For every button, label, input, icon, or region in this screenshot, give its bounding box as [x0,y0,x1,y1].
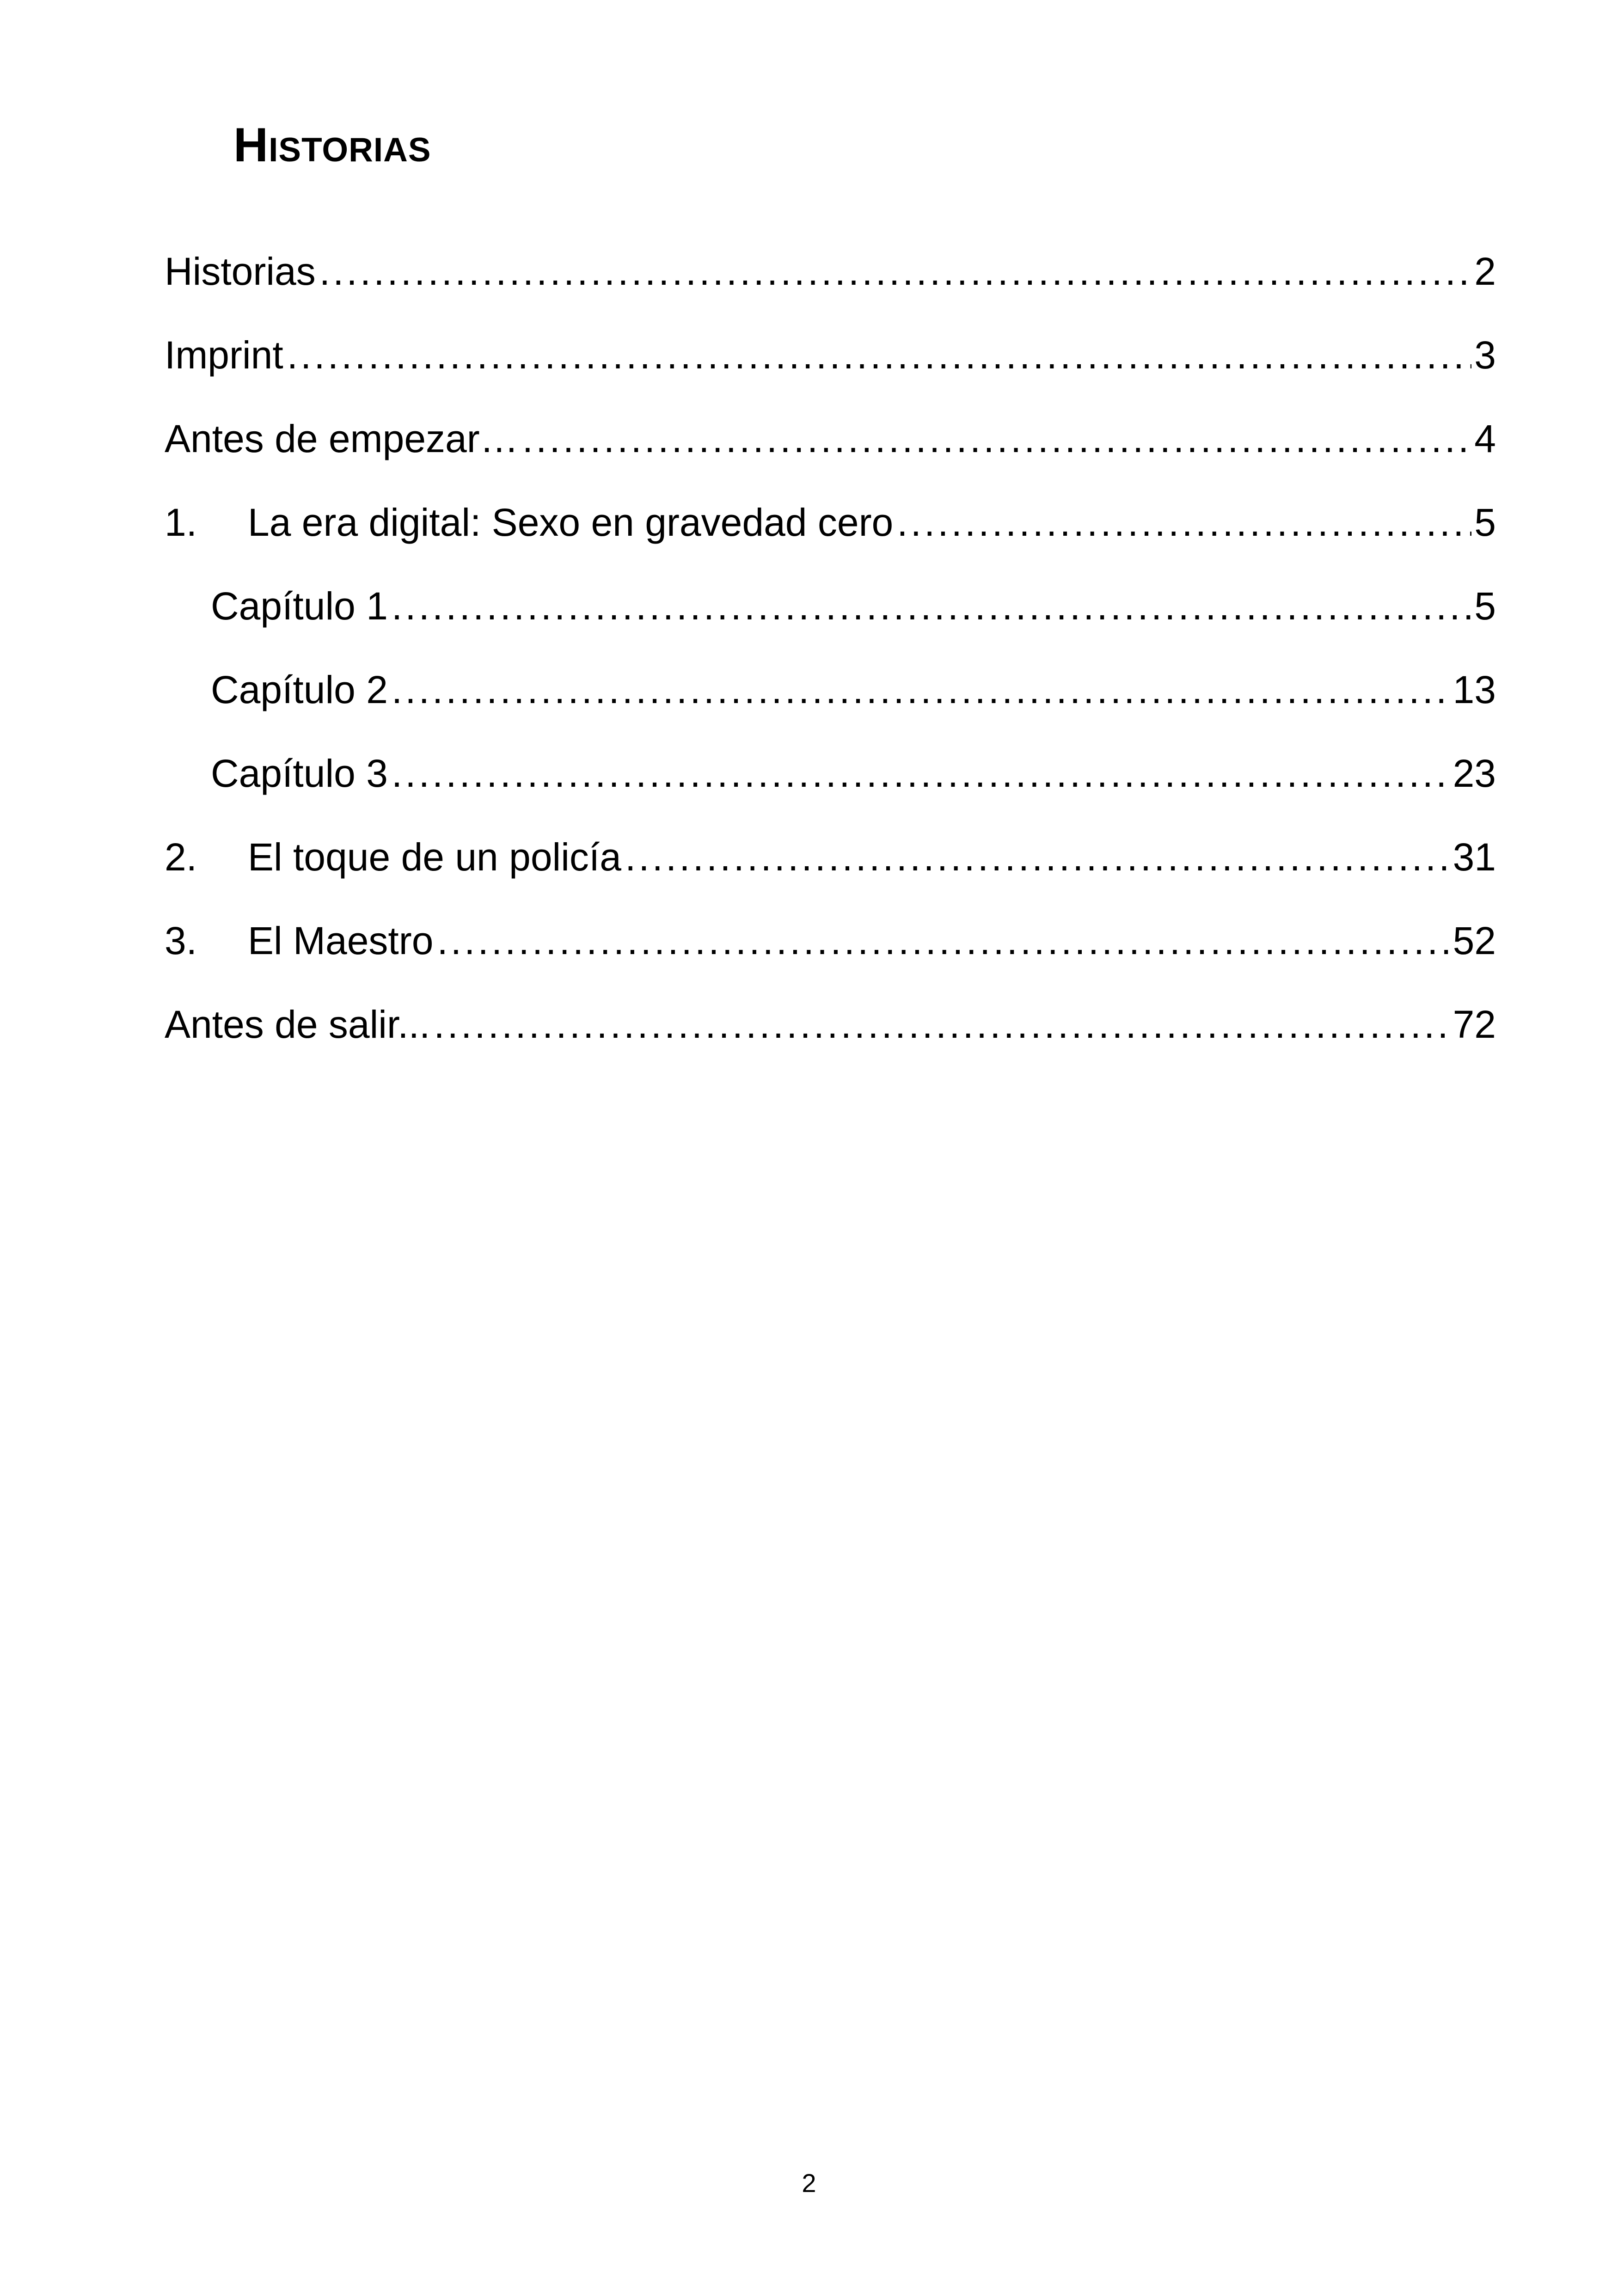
toc-entry-el-maestro[interactable] [165,921,1496,1005]
toc-entry-capitulo-3[interactable] [165,754,1496,838]
toc-entry-la-era-digital[interactable] [165,503,1496,587]
page-number: 2 [802,2168,816,2198]
toc-entry-page: 13 [1453,670,1496,711]
toc-entry-label: Capítulo 3 [211,754,388,795]
toc-entry-label: El toque de un policía [248,838,621,879]
toc-entry-label: Capítulo 2 [211,670,388,711]
toc-entry-label: Antes de empezar… [165,419,519,460]
toc-entry-antes-de-salir[interactable] [165,1005,1496,1089]
toc-entry-page: 72 [1453,1005,1496,1046]
toc-dot-leader [897,503,1471,542]
toc-dot-leader [392,670,1450,709]
toc-entry-page: 52 [1453,921,1496,962]
toc-entry-page: 5 [1474,587,1496,628]
toc-dot-leader [392,587,1471,625]
toc-entry-antes-de-empezar[interactable] [165,419,1496,503]
toc-entry-imprint[interactable] [165,336,1496,419]
toc-entry-label: Antes de salir... [165,1005,430,1046]
toc-dot-leader [287,336,1472,374]
toc-dot-leader [437,921,1450,960]
toc-entry-capitulo-2[interactable] [165,670,1496,754]
toc-entry-number: 1. [165,503,197,544]
toc-entry-page: 23 [1453,754,1496,795]
toc-entry-page: 5 [1474,503,1496,544]
toc-entry-label: Historias [165,252,316,293]
toc-entry-capitulo-1[interactable] [165,587,1496,670]
toc-entry-label: El Maestro [248,921,434,962]
toc-dot-leader [434,1005,1450,1044]
toc-entry-number: 3. [165,921,197,962]
toc-dot-leader [625,838,1450,876]
toc-dot-leader [522,419,1472,458]
toc-entry-label: Capítulo 1 [211,587,388,628]
toc-dot-leader [392,754,1450,793]
toc-entry-label: La era digital: Sexo en gravedad cero [248,503,894,544]
toc-dot-leader [319,252,1472,291]
toc-entry-page: 3 [1474,336,1496,377]
table-of-contents [165,252,1496,1089]
page-title: Historias [233,118,431,172]
toc-entry-page: 2 [1474,252,1496,293]
toc-entry-historias[interactable] [165,252,1496,336]
toc-entry-label: Imprint [165,336,283,377]
toc-entry-page: 31 [1453,838,1496,879]
toc-entry-page: 4 [1474,419,1496,460]
toc-entry-number: 2. [165,838,197,879]
toc-entry-el-toque-de-un-policia[interactable] [165,838,1496,921]
